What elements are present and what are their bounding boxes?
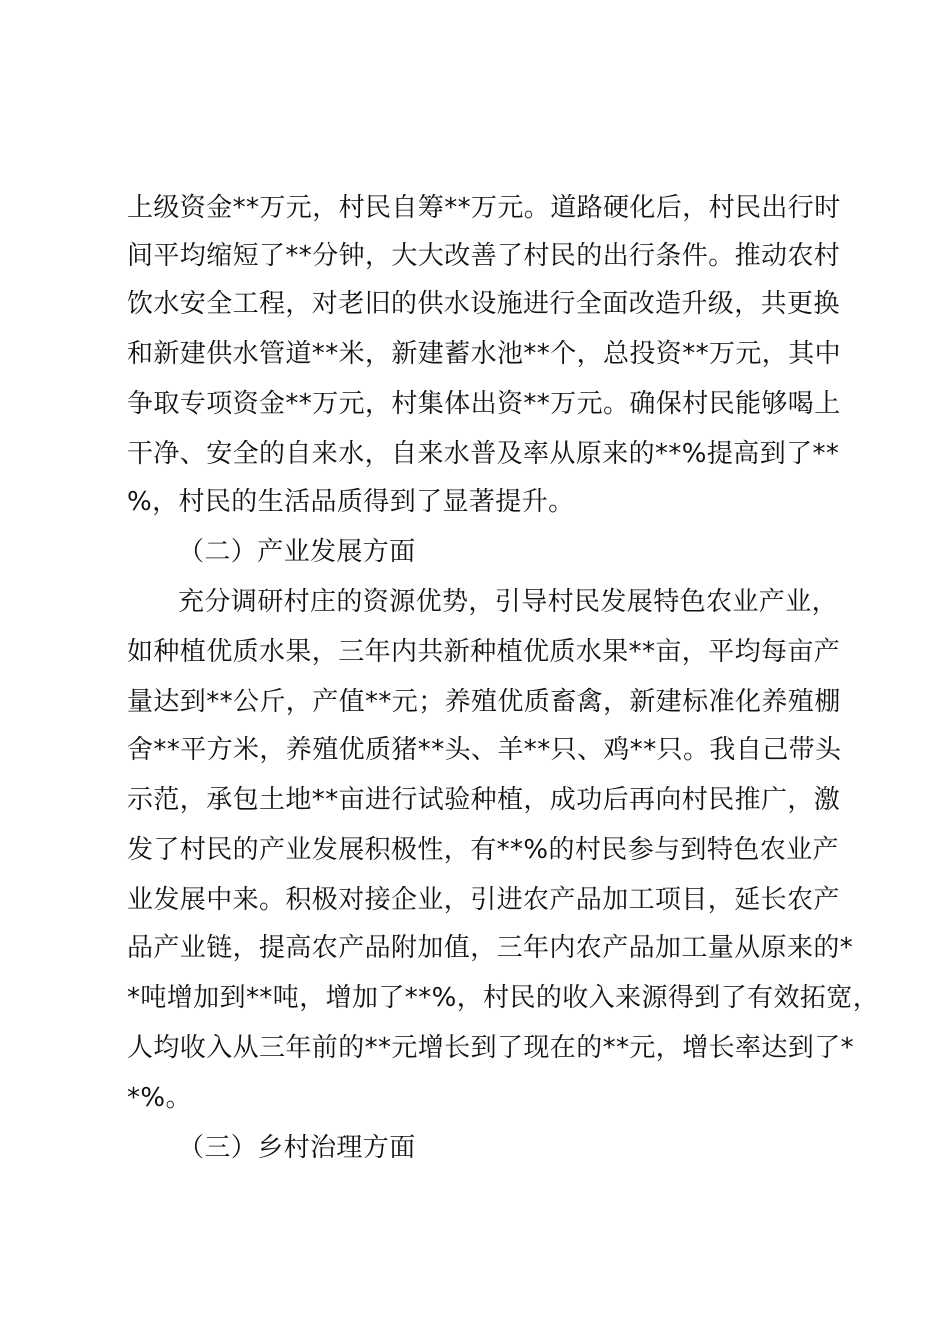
text-line: 和新建供水管道**米，新建蓄水池**个，总投资**万元，其中 (127, 339, 842, 369)
text-line: 如种植优质水果，三年内共新种植优质水果**亩，平均每亩产 (127, 637, 841, 667)
text-line: 饮水安全工程，对老旧的供水设施进行全面改造升级，共更换 (127, 289, 840, 319)
section-heading: （三）乡村治理方面 (178, 1133, 416, 1163)
text-line: 品产业链，提高农产品附加值，三年内农产品加工量从原来的* (127, 933, 854, 963)
text-line: %，村民的生活品质得到了显著提升。 (127, 487, 575, 517)
text-line: 舍**平方米，养殖优质猪**头、羊**只、鸡**只。我自己带头 (127, 735, 842, 765)
section-heading: （二）产业发展方面 (178, 537, 416, 567)
text-line: *吨增加到**吨，增加了**%，村民的收入来源得到了有效拓宽， (127, 983, 880, 1013)
text-line: 上级资金**万元，村民自筹**万元。道路硬化后，村民出行时 (127, 193, 841, 223)
text-line: 充分调研村庄的资源优势，引导村民发展特色农业产业， (178, 587, 839, 617)
text-line: *%。 (127, 1083, 192, 1113)
text-line: 示范，承包土地**亩进行试验种植，成功后再向村民推广，激 (127, 785, 841, 815)
text-line: 人均收入从三年前的**元增长到了现在的**元，增长率达到了* (127, 1033, 855, 1063)
text-line: 干净、安全的自来水，自来水普及率从原来的**%提高到了** (127, 439, 840, 469)
text-line: 量达到**公斤，产值**元；养殖优质畜禽，新建标准化养殖棚 (127, 687, 841, 717)
text-line: 发了村民的产业发展积极性，有**%的村民参与到特色农业产 (127, 835, 839, 865)
text-line: 间平均缩短了**分钟，大大改善了村民的出行条件。推动农村 (127, 241, 841, 271)
text-line: 争取专项资金**万元，村集体出资**万元。确保村民能够喝上 (127, 389, 841, 419)
text-line: 业发展中来。积极对接企业，引进农产品加工项目，延长农产 (127, 885, 840, 915)
